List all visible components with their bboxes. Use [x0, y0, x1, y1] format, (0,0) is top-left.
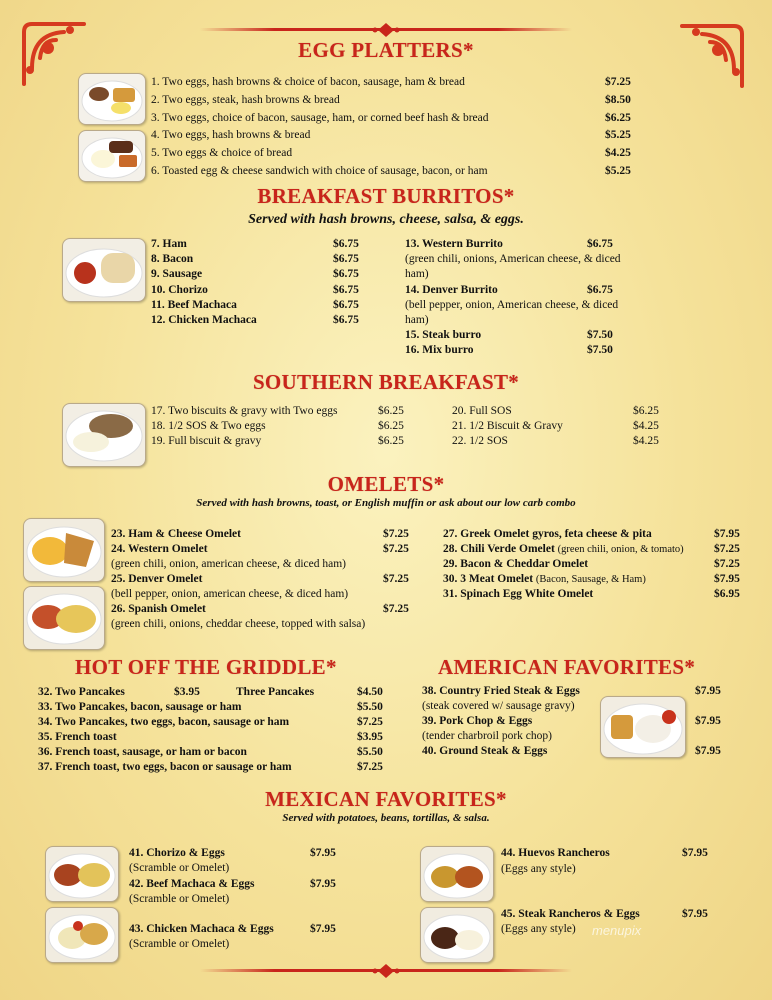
griddle-item: 35. French toast — [38, 731, 117, 743]
burritos-subtitle: Served with hash browns, cheese, salsa, & eggs. — [248, 212, 524, 227]
american-desc: (tender charbroil pork chop) — [422, 730, 552, 742]
mexican-photo-2 — [45, 907, 119, 963]
omelet-price: $7.25 — [383, 543, 409, 555]
southern-item: 20. Full SOS — [452, 405, 512, 417]
omelets-title: OMELETS* — [327, 472, 445, 496]
american-price: $7.95 — [695, 745, 721, 757]
mix-burro-name: 16. Mix burro — [405, 344, 474, 356]
omelets-subtitle: Served with hash browns, toast, or English muffin or ask about our low carb combo — [196, 497, 576, 509]
burrito-item: 12. Chicken Machaca — [151, 314, 257, 326]
omelet-name: 28. Chili Verde Omelet — [443, 543, 555, 555]
southern-item: 18. 1/2 SOS & Two eggs — [151, 420, 266, 432]
burrito-photo — [62, 238, 146, 302]
american-item: 38. Country Fried Steak & Eggs — [422, 685, 580, 697]
omelet-price: $7.95 — [714, 573, 740, 585]
top-divider-ornament-icon — [372, 22, 400, 38]
western-burrito-name: 13. Western Burrito — [405, 238, 503, 250]
egg-platter-item: 2. Two eggs, steak, hash browns & bread — [151, 94, 340, 106]
american-desc: (steak covered w/ sausage gravy) — [422, 700, 575, 712]
mexican-desc: (Scramble or Omelet) — [129, 862, 230, 874]
southern-price: $6.25 — [378, 435, 404, 447]
burrito-item: 8. Bacon — [151, 253, 194, 265]
burrito-price: $6.75 — [333, 268, 359, 280]
american-photo — [600, 696, 686, 758]
omelet-item: 24. Western Omelet — [111, 543, 208, 555]
griddle-item: 33. Two Pancakes, bacon, sausage or ham — [38, 701, 242, 713]
griddle-item: 36. French toast, sausage, or ham or bacon — [38, 746, 247, 758]
egg-platter-item: 5. Two eggs & choice of bread — [151, 147, 293, 159]
mexican-photo-1 — [45, 846, 119, 902]
griddle-price: $7.25 — [357, 761, 383, 773]
egg-platter-item: 1. Two eggs, hash browns & choice of bacon, sausage, ham & bread — [151, 76, 465, 88]
egg-platter-price: $7.25 — [605, 76, 631, 88]
omelet-desc: (bell pepper, onion, american cheese, & diced ham) — [111, 588, 349, 600]
egg-platter-photo-2 — [78, 130, 146, 182]
bottom-divider-ornament-icon — [372, 963, 400, 979]
mexican-desc: (Scramble or Omelet) — [129, 893, 230, 905]
egg-platter-photo-1 — [78, 73, 146, 125]
egg-platter-price: $5.25 — [605, 129, 631, 141]
steak-burro-price: $7.50 — [587, 329, 613, 341]
american-price: $7.95 — [695, 715, 721, 727]
american-price: $7.95 — [695, 685, 721, 697]
southern-price: $4.25 — [633, 435, 659, 447]
american-item: 40. Ground Steak & Eggs — [422, 745, 548, 757]
omelet-item: 26. Spanish Omelet — [111, 603, 206, 615]
omelet-price: $7.95 — [714, 528, 740, 540]
southern-item: 22. 1/2 SOS — [452, 435, 508, 447]
mexican-price: $7.95 — [682, 847, 708, 859]
burrito-price: $6.75 — [333, 299, 359, 311]
western-burrito-desc: (green chili, onions, American cheese, & diced — [405, 253, 621, 265]
omelet-price: $7.25 — [714, 543, 740, 555]
mexican-title: MEXICAN FAVORITES* — [265, 787, 507, 811]
griddle-price: $5.50 — [357, 701, 383, 713]
egg-platter-item: 4. Two eggs, hash browns & bread — [151, 129, 311, 141]
denver-burrito-name: 14. Denver Burrito — [405, 284, 498, 296]
burrito-item: 11. Beef Machaca — [151, 299, 237, 311]
omelet-desc: (Bacon, Sausage, & Ham) — [535, 574, 646, 585]
denver-burrito-price: $6.75 — [587, 284, 613, 296]
omelet-name: 30. 3 Meat Omelet — [443, 573, 534, 585]
griddle-item: 37. French toast, two eggs, bacon or sausage or ham — [38, 761, 292, 773]
burrito-price: $6.75 — [333, 238, 359, 250]
southern-price: $6.25 — [633, 405, 659, 417]
mexican-photo-3 — [420, 846, 494, 902]
southern-photo — [62, 403, 146, 467]
watermark: menupix — [592, 923, 642, 938]
egg-platter-item: 3. Two eggs, choice of bacon, sausage, ham, or corned beef hash & bread — [151, 112, 489, 124]
mexican-price: $7.95 — [310, 847, 336, 859]
egg-platter-item: 6. Toasted egg & cheese sandwich with choice of sausage, bacon, or ham — [151, 165, 488, 177]
southern-title: SOUTHERN BREAKFAST* — [252, 370, 520, 394]
omelet-item: 29. Bacon & Cheddar Omelet — [443, 558, 589, 570]
mexican-item: 42. Beef Machaca & Eggs — [129, 878, 255, 890]
mexican-item: 43. Chicken Machaca & Eggs — [129, 923, 274, 935]
omelet-desc: (green chili, onion, american cheese, & diced ham) — [111, 558, 347, 570]
mexican-desc: (Scramble or Omelet) — [129, 938, 230, 950]
american-item: 39. Pork Chop & Eggs — [422, 715, 533, 727]
omelet-item: 27. Greek Omelet gyros, feta cheese & pita — [443, 528, 652, 540]
western-burrito-price: $6.75 — [587, 238, 613, 250]
omelet-price: $6.95 — [714, 588, 740, 600]
burrito-price: $6.75 — [333, 253, 359, 265]
burritos-title: BREAKFAST BURRITOS* — [257, 184, 515, 208]
egg-platter-price: $6.25 — [605, 112, 631, 124]
griddle-price: $7.25 — [357, 716, 383, 728]
american-title: AMERICAN FAVORITES* — [438, 655, 696, 679]
steak-burro-name: 15. Steak burro — [405, 329, 482, 341]
omelet-item: 23. Ham & Cheese Omelet — [111, 528, 241, 540]
griddle-price: $5.50 — [357, 746, 383, 758]
omelet-desc: (green chili, onions, cheddar cheese, topped with salsa) — [111, 618, 366, 630]
omelet-item — [443, 572, 646, 587]
mix-burro-price: $7.50 — [587, 344, 613, 356]
omelet-desc: (green chili, onion, & tomato) — [557, 544, 684, 555]
southern-price: $6.25 — [378, 405, 404, 417]
omelet-price: $7.25 — [383, 528, 409, 540]
omelet-price: $7.25 — [383, 603, 409, 615]
griddle-price: $3.95 — [174, 686, 200, 698]
denver-burrito-desc: (bell pepper, onion, American cheese, & diced — [405, 299, 619, 311]
mexican-item: 44. Huevos Rancheros — [501, 847, 610, 859]
burrito-item: 10. Chorizo — [151, 284, 208, 296]
mexican-subtitle: Served with potatoes, beans, tortillas, & salsa. — [282, 812, 490, 824]
mexican-price: $7.95 — [310, 923, 336, 935]
griddle-item: 32. Two Pancakes — [38, 686, 125, 698]
omelet-price: $7.25 — [383, 573, 409, 585]
mexican-desc: (Eggs any style) — [501, 923, 576, 935]
mexican-item: 41. Chorizo & Eggs — [129, 847, 225, 859]
southern-item: 19. Full biscuit & gravy — [151, 435, 262, 447]
omelet-item: 31. Spinach Egg White Omelet — [443, 588, 594, 600]
southern-price: $6.25 — [378, 420, 404, 432]
southern-item: 21. 1/2 Biscuit & Gravy — [452, 420, 563, 432]
omelet-price: $7.25 — [714, 558, 740, 570]
denver-burrito-desc-cont: ham) — [405, 314, 429, 326]
omelet-item: 25. Denver Omelet — [111, 573, 203, 585]
burrito-item: 7. Ham — [151, 238, 187, 250]
burrito-price: $6.75 — [333, 314, 359, 326]
mexican-item: 45. Steak Rancheros & Eggs — [501, 908, 640, 920]
burrito-item: 9. Sausage — [151, 268, 203, 280]
southern-price: $4.25 — [633, 420, 659, 432]
burrito-price: $6.75 — [333, 284, 359, 296]
egg-platter-price: $4.25 — [605, 147, 631, 159]
omelet-photo-2 — [23, 586, 105, 650]
griddle-title: HOT OFF THE GRIDDLE* — [75, 655, 337, 679]
griddle-item: Three Pancakes — [236, 686, 315, 698]
griddle-price: $3.95 — [357, 731, 383, 743]
griddle-item: 34. Two Pancakes, two eggs, bacon, sausage or ham — [38, 716, 290, 728]
griddle-price: $4.50 — [357, 686, 383, 698]
egg-platter-price: $5.25 — [605, 165, 631, 177]
omelet-photo-1 — [23, 518, 105, 582]
egg-platter-price: $8.50 — [605, 94, 631, 106]
southern-item: 17. Two biscuits & gravy with Two eggs — [151, 405, 338, 417]
omelet-item — [443, 542, 684, 557]
egg-platters-title: EGG PLATTERS* — [298, 38, 474, 62]
mexican-photo-4 — [420, 907, 494, 963]
western-burrito-desc-cont: ham) — [405, 268, 429, 280]
mexican-price: $7.95 — [682, 908, 708, 920]
mexican-desc: (Eggs any style) — [501, 863, 576, 875]
mexican-price: $7.95 — [310, 878, 336, 890]
